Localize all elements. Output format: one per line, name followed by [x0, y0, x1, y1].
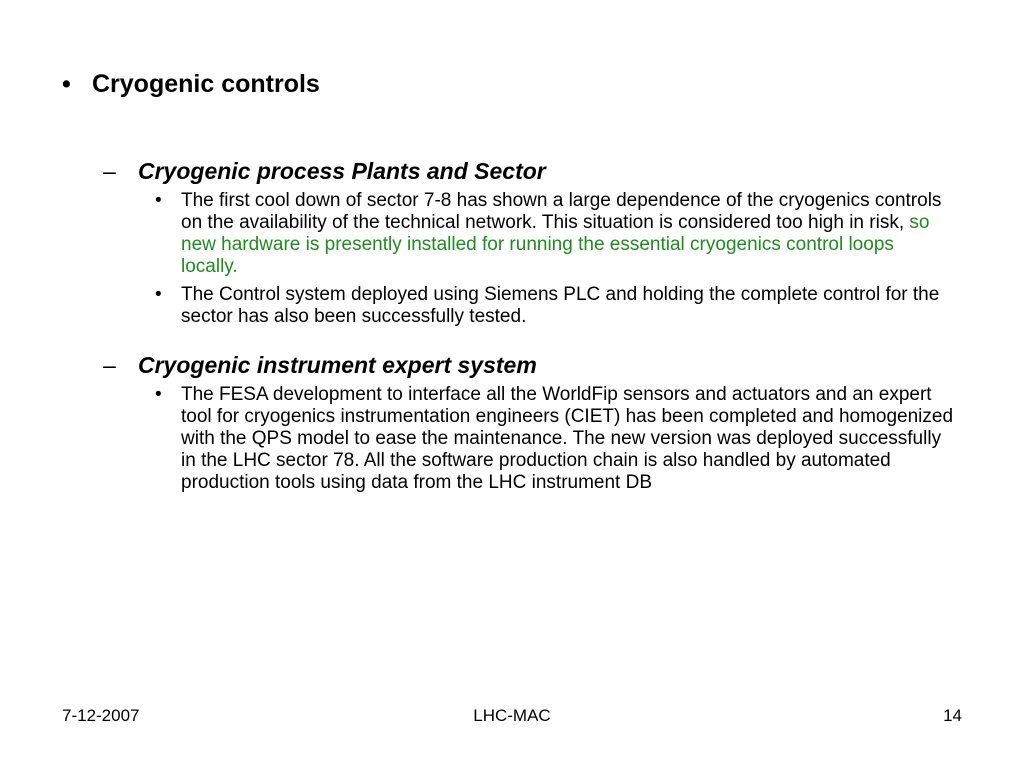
point-text: The Control system deployed using Siemens PLC and holding the complete control for the sector has also been successfully tested. [181, 284, 940, 327]
point-bullet: • [155, 284, 162, 305]
section-title: Cryogenic process Plants and Sector [138, 158, 546, 184]
point-control-system [155, 284, 955, 328]
point-highlight-text: so new hardware is presently installed for running the essential cryogenics control loops locally. [181, 212, 930, 277]
point-text: The first cool down of sector 7-8 has shown a large dependence of the cryogenics controls on the availability of the technical network. This situation is considered too high in risk, [181, 190, 942, 233]
section-title: Cryogenic instrument expert system [138, 352, 537, 378]
footer-title: LHC-MAC [473, 706, 551, 725]
section-dash: – [103, 158, 116, 184]
point-cooldown [155, 190, 955, 278]
section-dash: – [103, 352, 116, 378]
footer-page-number: 14 [943, 706, 962, 725]
section-points [155, 190, 955, 334]
footer-date: 7-12-2007 [62, 706, 140, 725]
point-bullet: • [155, 190, 162, 211]
heading-text: Cryogenic controls [92, 70, 320, 98]
section-points [155, 384, 955, 500]
point-bullet: • [155, 384, 162, 405]
point-text: The FESA development to interface all the WorldFip sensors and actuators and an expert tool for cryogenics instrumentation engineers (CIET) has been completed and homogenized with the QPS model to ease the maintenance. The new version was deployed successfully in the LHC sector 78. All the software production chain is also handled by automated production tools using data from the LHC instrument DB [181, 384, 954, 493]
point-fesa [155, 384, 955, 494]
heading-bullet: • [62, 70, 71, 98]
